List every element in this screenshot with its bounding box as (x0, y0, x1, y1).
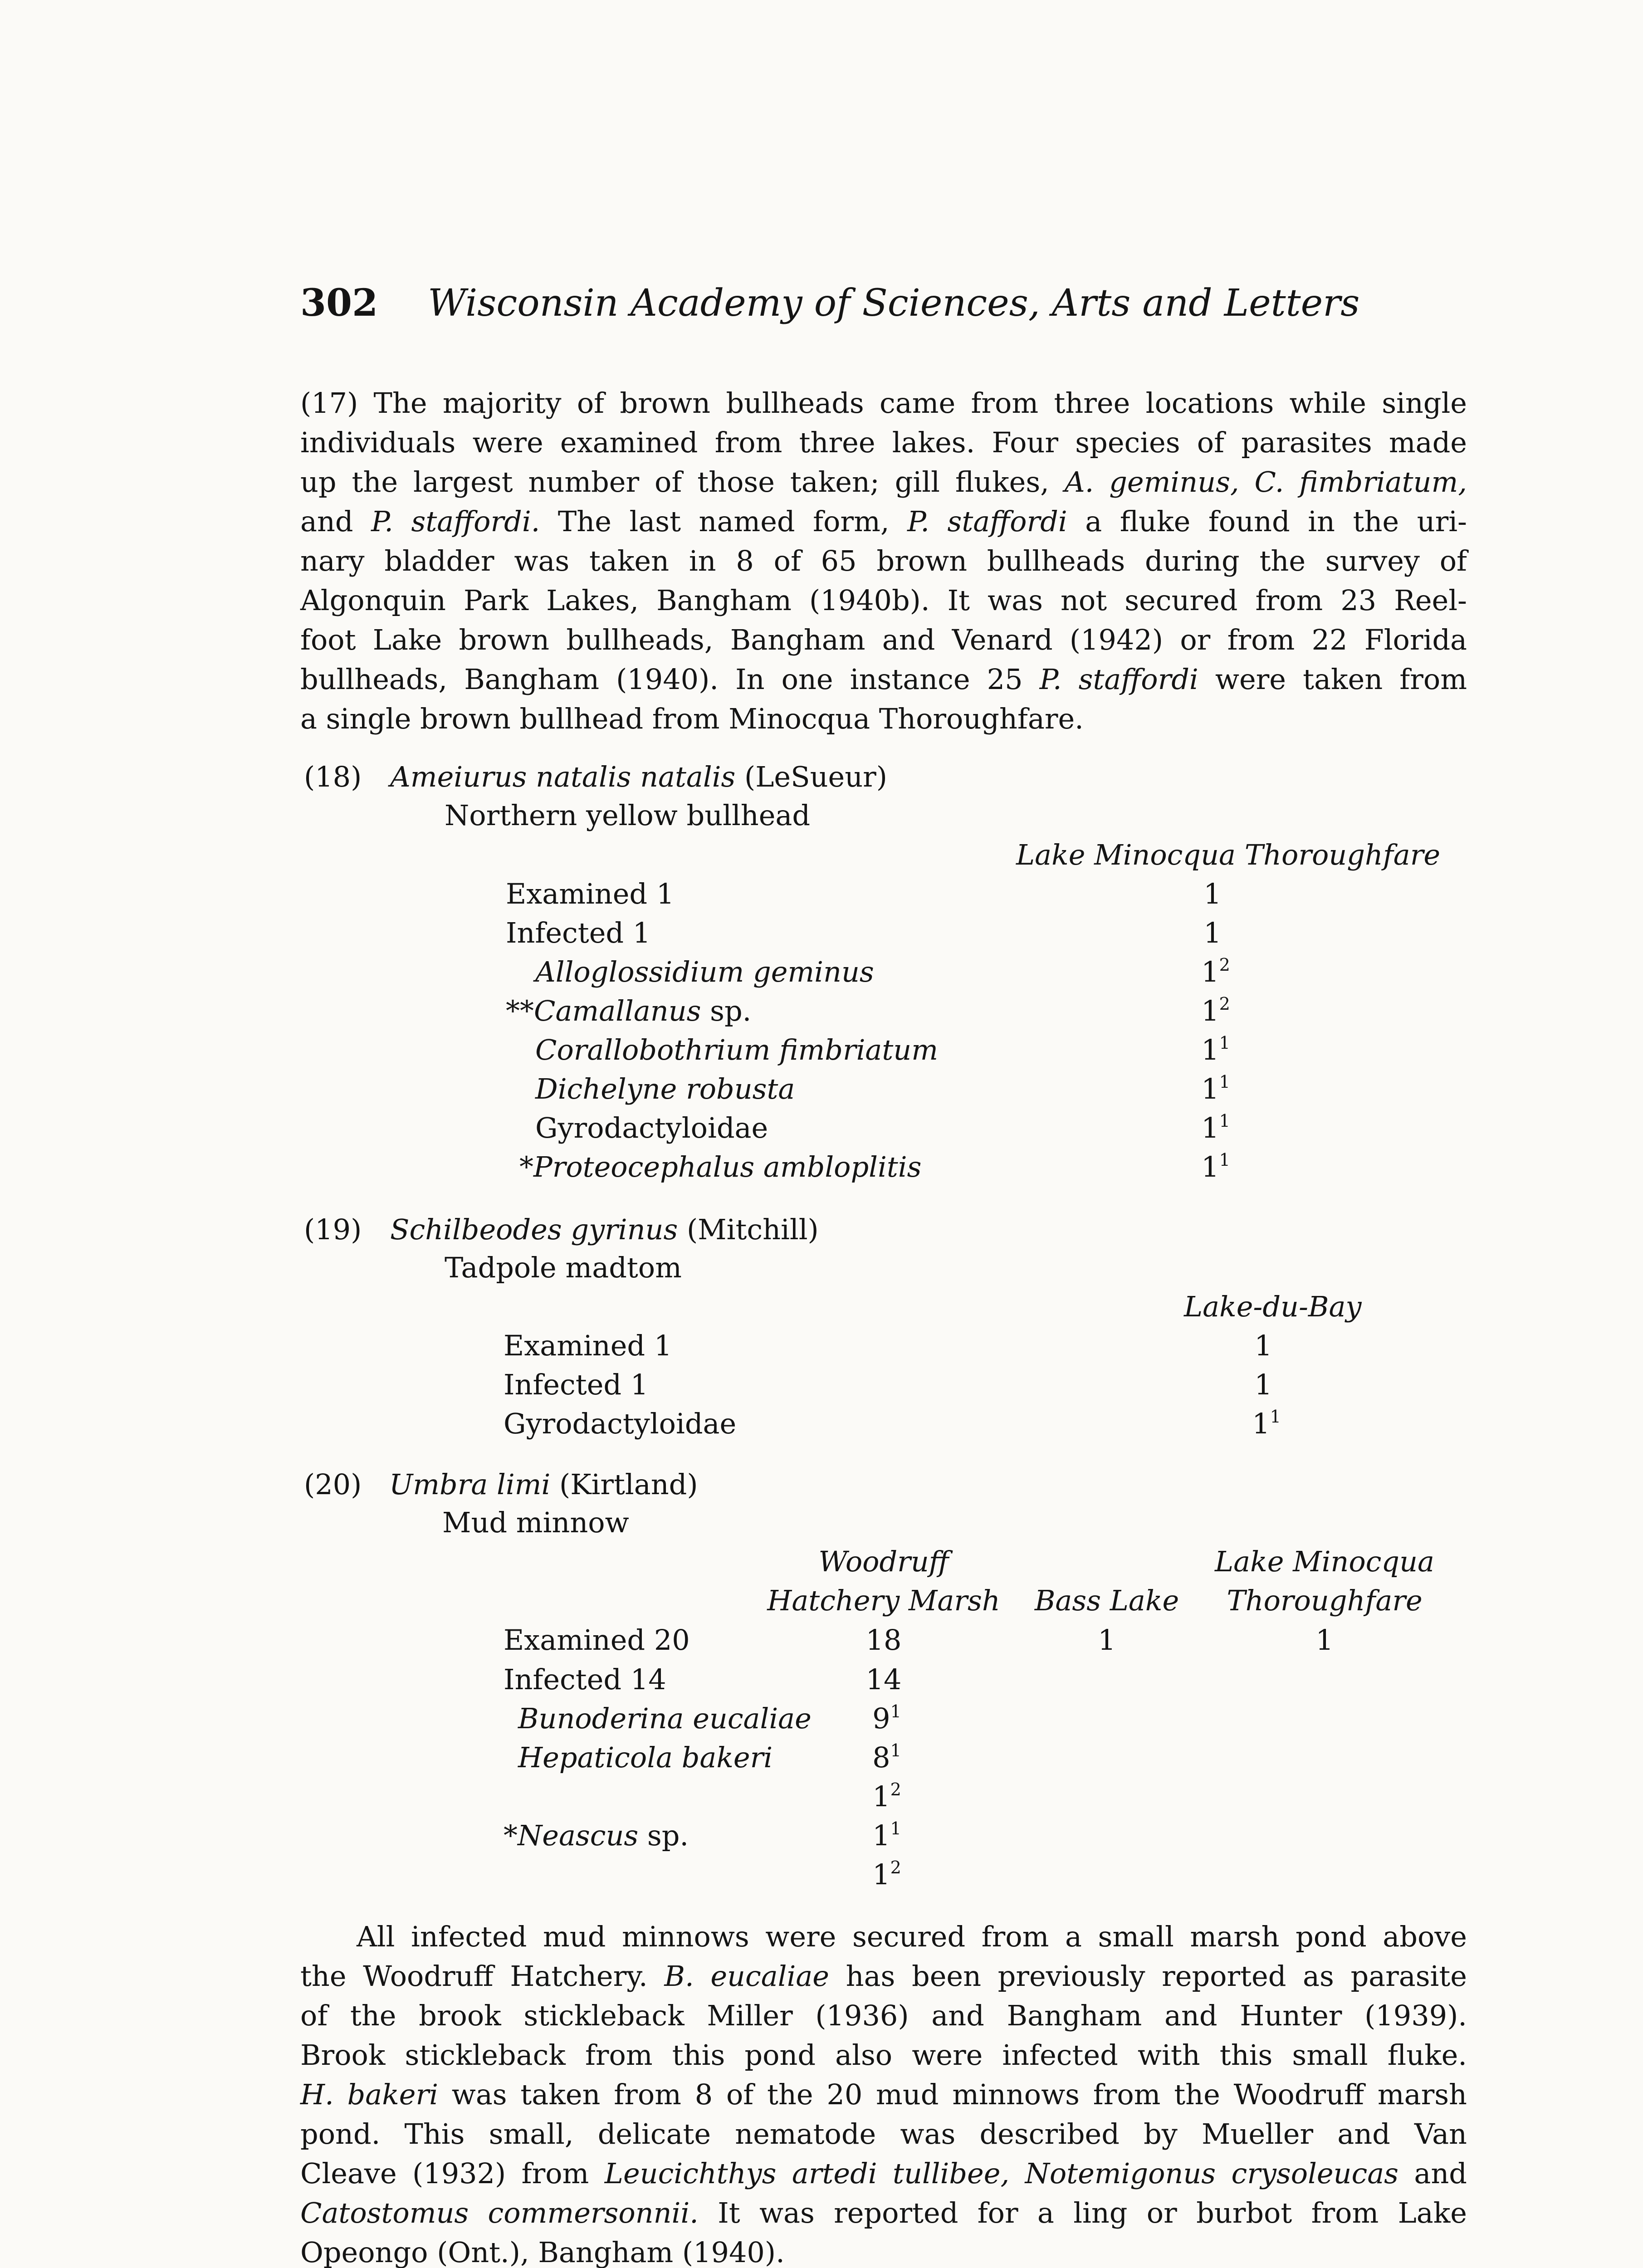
table-row-label: Examined 20 (504, 1623, 690, 1657)
table-cell: $1^1$ (1252, 1407, 1281, 1440)
table-cell: 1 (1203, 916, 1222, 949)
table-row-label: **Camallanus sp. (506, 994, 752, 1027)
column-header: Lake-du-Bay (1184, 1290, 1362, 1323)
section-number: (19) (304, 1213, 362, 1246)
table-cell: $1^2$ (1201, 994, 1230, 1027)
paragraph-line: All infected mud minnows were secured from a small marsh pond above (357, 1920, 1467, 1953)
paragraph-line: pond. This small, delicate nematode was described by Mueller and Van (300, 2117, 1467, 2151)
table-row-label: Alloglossidium geminus (535, 955, 874, 988)
column-header: Bass Lake (1034, 1584, 1179, 1617)
table-row-label: Gyrodactyloidae (504, 1407, 737, 1440)
table-row-label: Infected 1 (504, 1368, 649, 1401)
paragraph-line: of the brook stickleback Miller (1936) and Bangham and Hunter (1939). (300, 1999, 1467, 2032)
paragraph-line: Opeongo (Ont.), Bangham (1940). (300, 2236, 785, 2268)
paragraph-line: up the largest number of those taken; gill flukes, A. geminus, C. fimbriatum, (300, 465, 1467, 499)
table-cell: 1 (1254, 1368, 1272, 1401)
paragraph-line: bullheads, Bangham (1940). In one instance 25 P. staffordi were taken from (300, 663, 1467, 696)
common-name: Mud minnow (442, 1506, 629, 1539)
table-row-label: Dichelyne robusta (535, 1072, 795, 1105)
table-cell: $9^1$ (872, 1701, 901, 1735)
table-row-label: *Proteocephalus ambloplitis (519, 1150, 922, 1183)
species-heading: Ameiurus natalis natalis (LeSueur) (390, 760, 887, 793)
section-number: (18) (304, 760, 362, 793)
table-row-label: *Neascus sp. (504, 1819, 689, 1852)
column-header: Lake Minocqua (1215, 1545, 1434, 1578)
table-cell: 1 (1098, 1623, 1116, 1657)
paragraph-line: (17) The majority of brown bullheads came from three locations while single (300, 386, 1467, 420)
running-header (300, 281, 1359, 325)
paragraph-line: and P. staffordi. The last named form, P. staffordi a fluke found in the uri- (300, 505, 1467, 538)
column-header: Woodruff (818, 1545, 949, 1578)
table-cell: $1^1$ (1201, 1111, 1230, 1144)
section-number: (20) (304, 1468, 362, 1501)
paragraph-line: Cleave (1932) from Leucichthys artedi tullibee, Notemigonus crysoleucas and (300, 2157, 1467, 2190)
table-row-label: Infected 1 (506, 916, 651, 949)
table-row-label: Infected 14 (504, 1663, 666, 1696)
table-cell: 1 (1203, 877, 1222, 910)
paragraph-line: a single brown bullhead from Minocqua Thoroughfare. (300, 702, 1084, 735)
table-cell: $1^2$ (872, 1857, 901, 1891)
column-header: Thoroughfare (1227, 1584, 1423, 1617)
table-row-label: Gyrodactyloidae (535, 1111, 768, 1144)
table-row-label: Hepaticola bakeri (518, 1741, 773, 1774)
paragraph-line: nary bladder was taken in 8 of 65 brown bullheads during the survey of (300, 544, 1467, 577)
table-row-label: Bunoderina eucaliae (518, 1702, 812, 1735)
column-header: Hatchery Marsh (767, 1584, 1000, 1617)
table-cell: 14 (866, 1663, 902, 1696)
table-cell: 1 (1315, 1623, 1334, 1657)
page-number: 302 (300, 281, 378, 325)
species-heading: Schilbeodes gyrinus (Mitchill) (390, 1213, 819, 1246)
paragraph-line: the Woodruff Hatchery. B. eucaliae has been previously reported as parasite (300, 1960, 1467, 1993)
paragraph-line: foot Lake brown bullheads, Bangham and Venard (1942) or from 22 Florida (300, 623, 1467, 656)
species-heading: Umbra limi (Kirtland) (389, 1468, 698, 1501)
table-row-label: Corallobothrium fimbriatum (535, 1033, 939, 1066)
paragraph-line: Brook stickleback from this pond also were infected with this small fluke. (300, 2038, 1467, 2072)
table-cell: $1^1$ (872, 1818, 901, 1852)
paragraph-mud-minnow (300, 1917, 1467, 2268)
table-cell: $1^1$ (1201, 1033, 1230, 1066)
common-name: Northern yellow bullhead (445, 799, 811, 832)
paragraph-line: individuals were examined from three lakes. Four species of parasites made (300, 426, 1467, 459)
paragraph-line: Algonquin Park Lakes, Bangham (1940b). It was not secured from 23 Reel- (300, 584, 1467, 617)
paragraph-17 (300, 383, 1467, 738)
paragraph-line: H. bakeri was taken from 8 of the 20 mud minnows from the Woodruff marsh (300, 2078, 1467, 2111)
table-cell: 1 (1254, 1329, 1272, 1362)
common-name: Tadpole madtom (445, 1251, 682, 1284)
journal-title: Wisconsin Academy of Sciences, Arts and Letters (428, 282, 1360, 325)
paragraph-line: Catostomus commersonnii. It was reported for a ling or burbot from Lake (300, 2196, 1467, 2229)
table-cell: $8^1$ (872, 1740, 901, 1774)
table-row-label: Examined 1 (504, 1329, 672, 1362)
table-cell: $1^1$ (1201, 1150, 1230, 1183)
column-header: Lake Minocqua Thoroughfare (1016, 838, 1441, 871)
table-cell: 18 (866, 1623, 902, 1657)
table-cell: $1^2$ (1201, 955, 1230, 988)
table-cell: $1^1$ (1201, 1072, 1230, 1105)
table-cell: $1^2$ (872, 1779, 901, 1813)
table-row-label: Examined 1 (506, 877, 675, 910)
